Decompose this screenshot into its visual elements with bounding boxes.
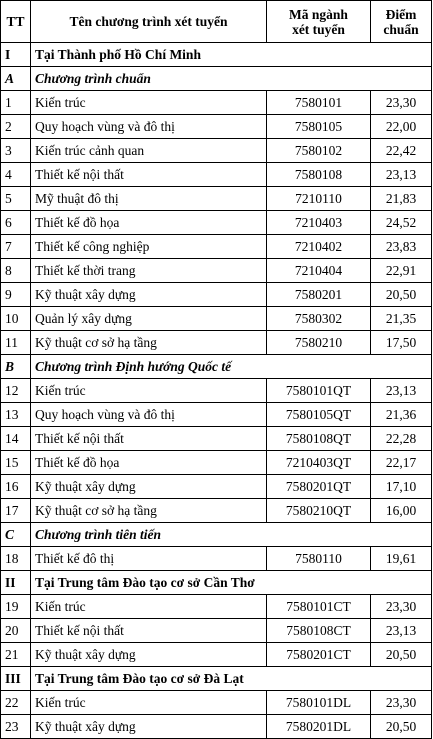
row-program-name: Thiết kế thời trang — [31, 259, 267, 283]
table-row — [1, 187, 432, 211]
row-number: 16 — [1, 475, 31, 499]
row-number: 5 — [1, 187, 31, 211]
row-program-code: 7580108CT — [267, 619, 371, 643]
row-program-code: 7210404 — [267, 259, 371, 283]
table-row — [1, 91, 432, 115]
row-number: 17 — [1, 499, 31, 523]
row-program-code: 7580102 — [267, 139, 371, 163]
row-program-code: 7210110 — [267, 187, 371, 211]
row-cutoff-score: 17,10 — [371, 475, 432, 499]
row-number: 12 — [1, 379, 31, 403]
table-row — [1, 235, 432, 259]
header-code — [267, 1, 371, 43]
table-row — [1, 379, 432, 403]
table-row — [1, 283, 432, 307]
row-program-code: 7580201CT — [267, 643, 371, 667]
row-program-name: Kiến trúc — [31, 379, 267, 403]
row-program-name: Quản lý xây dựng — [31, 307, 267, 331]
row-program-code: 7580210QT — [267, 499, 371, 523]
row-cutoff-score: 19,61 — [371, 547, 432, 571]
row-cutoff-score: 21,35 — [371, 307, 432, 331]
table-header-row — [1, 1, 432, 43]
row-program-name: Kiến trúc cảnh quan — [31, 139, 267, 163]
row-number: 2 — [1, 115, 31, 139]
table-row — [1, 307, 432, 331]
row-number: 20 — [1, 619, 31, 643]
row-number: 7 — [1, 235, 31, 259]
row-cutoff-score: 22,91 — [371, 259, 432, 283]
row-number: 1 — [1, 91, 31, 115]
row-number: 14 — [1, 427, 31, 451]
row-cutoff-score: 23,30 — [371, 691, 432, 715]
row-program-name: Quy hoạch vùng và đô thị — [31, 403, 267, 427]
table-row — [1, 691, 432, 715]
header-score — [371, 1, 432, 43]
row-program-code: 7210403QT — [267, 451, 371, 475]
table-row — [1, 115, 432, 139]
subsection-title: Chương trình Định hướng Quốc tế — [31, 355, 432, 379]
row-number: 10 — [1, 307, 31, 331]
row-program-name: Thiết kế nội thất — [31, 163, 267, 187]
row-program-code: 7580101CT — [267, 595, 371, 619]
row-program-name: Kỹ thuật xây dựng — [31, 643, 267, 667]
row-cutoff-score: 22,00 — [371, 115, 432, 139]
row-program-code: 7580201 — [267, 283, 371, 307]
table-row — [1, 451, 432, 475]
header-program: Tên chương trình xét tuyển — [31, 1, 267, 43]
row-number: 23 — [1, 715, 31, 739]
subsection-row — [1, 355, 432, 379]
row-program-name: Thiết kế đô thị — [31, 547, 267, 571]
section-title: Tại Trung tâm Đào tạo cơ sở Cần Thơ — [31, 571, 432, 595]
row-cutoff-score: 23,13 — [371, 163, 432, 187]
row-program-code: 7580108 — [267, 163, 371, 187]
row-program-name: Thiết kế nội thất — [31, 427, 267, 451]
row-program-code: 7580101 — [267, 91, 371, 115]
row-program-name: Kiến trúc — [31, 691, 267, 715]
row-number: 22 — [1, 691, 31, 715]
row-cutoff-score: 20,50 — [371, 715, 432, 739]
row-cutoff-score: 20,50 — [371, 283, 432, 307]
row-cutoff-score: 22,28 — [371, 427, 432, 451]
row-program-name: Mỹ thuật đô thị — [31, 187, 267, 211]
row-program-code: 7210403 — [267, 211, 371, 235]
row-number: 15 — [1, 451, 31, 475]
row-cutoff-score: 21,83 — [371, 187, 432, 211]
row-cutoff-score: 22,42 — [371, 139, 432, 163]
row-program-name: Thiết kế đồ họa — [31, 451, 267, 475]
row-program-code: 7580101QT — [267, 379, 371, 403]
header-score-line2: chuẩn — [383, 21, 419, 37]
row-program-name: Thiết kế công nghiệp — [31, 235, 267, 259]
row-program-name: Kiến trúc — [31, 91, 267, 115]
table-row — [1, 547, 432, 571]
table-row — [1, 163, 432, 187]
row-cutoff-score: 24,52 — [371, 211, 432, 235]
table-row — [1, 619, 432, 643]
row-number: 3 — [1, 139, 31, 163]
row-cutoff-score: 23,13 — [371, 619, 432, 643]
row-number: 8 — [1, 259, 31, 283]
table-row — [1, 139, 432, 163]
row-program-code: 7210402 — [267, 235, 371, 259]
row-program-name: Kỹ thuật cơ sở hạ tầng — [31, 331, 267, 355]
row-program-code: 7580302 — [267, 307, 371, 331]
row-program-name: Kỹ thuật cơ sở hạ tầng — [31, 499, 267, 523]
table-row — [1, 499, 432, 523]
section-title: Tại Trung tâm Đào tạo cơ sở Đà Lạt — [31, 667, 432, 691]
table-row — [1, 427, 432, 451]
row-program-name: Kỹ thuật xây dựng — [31, 475, 267, 499]
header-code-line1: Mã ngành — [289, 6, 348, 22]
row-cutoff-score: 22,17 — [371, 451, 432, 475]
row-number: 19 — [1, 595, 31, 619]
row-number: 13 — [1, 403, 31, 427]
section-row — [1, 667, 432, 691]
table-row — [1, 595, 432, 619]
header-tt: TT — [1, 1, 31, 43]
table-row — [1, 331, 432, 355]
subsection-number: B — [1, 355, 31, 379]
row-cutoff-score: 20,50 — [371, 643, 432, 667]
table-row — [1, 715, 432, 739]
table-row — [1, 475, 432, 499]
row-program-code: 7580108QT — [267, 427, 371, 451]
subsection-title: Chương trình chuẩn — [31, 67, 432, 91]
row-program-name: Kiến trúc — [31, 595, 267, 619]
row-number: 6 — [1, 211, 31, 235]
row-cutoff-score: 23,30 — [371, 595, 432, 619]
row-cutoff-score: 23,30 — [371, 91, 432, 115]
table-row — [1, 259, 432, 283]
table-row — [1, 403, 432, 427]
table-row — [1, 211, 432, 235]
subsection-title: Chương trình tiên tiến — [31, 523, 432, 547]
row-cutoff-score: 17,50 — [371, 331, 432, 355]
row-cutoff-score: 23,13 — [371, 379, 432, 403]
section-row — [1, 571, 432, 595]
row-cutoff-score: 23,83 — [371, 235, 432, 259]
header-code-line2: xét tuyển — [292, 21, 345, 37]
row-program-name: Kỹ thuật xây dựng — [31, 283, 267, 307]
row-program-code: 7580210 — [267, 331, 371, 355]
table-body — [1, 43, 432, 739]
row-cutoff-score: 16,00 — [371, 499, 432, 523]
subsection-number: C — [1, 523, 31, 547]
row-program-code: 7580201DL — [267, 715, 371, 739]
row-program-name: Thiết kế đồ họa — [31, 211, 267, 235]
table-row — [1, 643, 432, 667]
row-program-code: 7580105 — [267, 115, 371, 139]
section-number: III — [1, 667, 31, 691]
row-cutoff-score: 21,36 — [371, 403, 432, 427]
row-program-code: 7580105QT — [267, 403, 371, 427]
row-number: 11 — [1, 331, 31, 355]
header-score-line1: Điểm — [385, 6, 417, 22]
row-number: 21 — [1, 643, 31, 667]
subsection-number: A — [1, 67, 31, 91]
section-number: I — [1, 43, 31, 67]
row-program-code: 7580201QT — [267, 475, 371, 499]
section-title: Tại Thành phố Hồ Chí Minh — [31, 43, 432, 67]
row-number: 18 — [1, 547, 31, 571]
row-program-name: Quy hoạch vùng và đô thị — [31, 115, 267, 139]
subsection-row — [1, 67, 432, 91]
row-program-code: 7580110 — [267, 547, 371, 571]
row-program-name: Kỹ thuật xây dựng — [31, 715, 267, 739]
section-row — [1, 43, 432, 67]
row-program-name: Thiết kế nội thất — [31, 619, 267, 643]
row-program-code: 7580101DL — [267, 691, 371, 715]
subsection-row — [1, 523, 432, 547]
row-number: 4 — [1, 163, 31, 187]
row-number: 9 — [1, 283, 31, 307]
section-number: II — [1, 571, 31, 595]
